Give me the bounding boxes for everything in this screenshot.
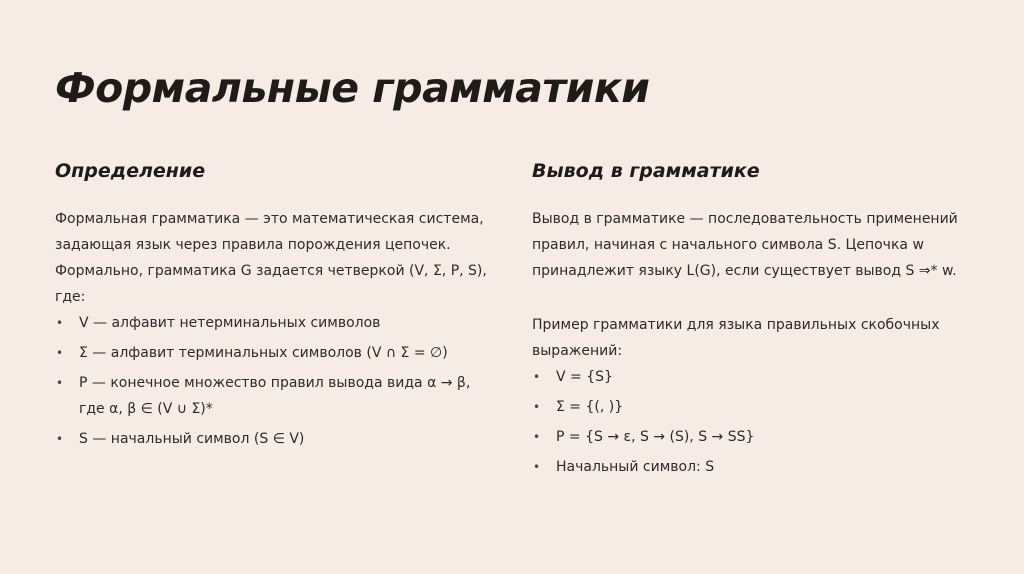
definition-list [55, 310, 495, 452]
bullet-icon: • [533, 400, 541, 414]
bullet-icon: • [533, 460, 541, 474]
derivation-heading: Вывод в грамматике [532, 160, 760, 182]
list-item [55, 426, 495, 452]
definition-paragraph: Формальная грамматика — это математическая система, задающая язык через правила порождения цепочек. Формально, грамматика G задается четверкой (V, Σ, P, S), где: [55, 211, 487, 305]
bullet-icon: • [56, 346, 64, 360]
list-item [55, 310, 495, 336]
bullet-icon: • [56, 376, 64, 390]
list-item-text: P = {S → ε, S → (S), S → SS} [556, 429, 755, 445]
list-item-text: Начальный символ: S [556, 459, 715, 475]
list-item [532, 424, 982, 450]
list-item-text: V — алфавит нетерминальных символов [79, 315, 381, 331]
bullet-icon: • [56, 316, 64, 330]
definition-heading: Определение [55, 160, 206, 182]
list-item-text: P — конечное множество правил вывода вида α → β, где α, β ∈ (V ∪ Σ)* [79, 375, 471, 417]
list-item-text: V = {S} [556, 369, 613, 385]
bullet-icon: • [533, 430, 541, 444]
derivation-paragraph: Вывод в грамматике — последовательность применений правил, начиная с начального символа S. Цепочка w принадлежит языку L(G), если существует вывод S ⇒* w. [532, 211, 958, 279]
list-item-text: Σ = {(, )} [556, 399, 624, 415]
list-item [55, 340, 495, 366]
list-item [532, 394, 982, 420]
list-item-text: Σ — алфавит терминальных символов (V ∩ Σ = ∅) [79, 345, 448, 361]
list-item [55, 370, 495, 422]
list-item [532, 364, 982, 390]
derivation-column [532, 160, 982, 484]
bullet-icon: • [533, 370, 541, 384]
slide-title: Формальные грамматики [55, 64, 650, 112]
list-item [532, 454, 982, 480]
example-list [532, 364, 982, 480]
example-paragraph: Пример грамматики для языка правильных скобочных выражений: [532, 317, 940, 359]
list-item-text: S — начальный символ (S ∈ V) [79, 431, 305, 447]
definition-column [55, 160, 495, 456]
bullet-icon: • [56, 432, 64, 446]
